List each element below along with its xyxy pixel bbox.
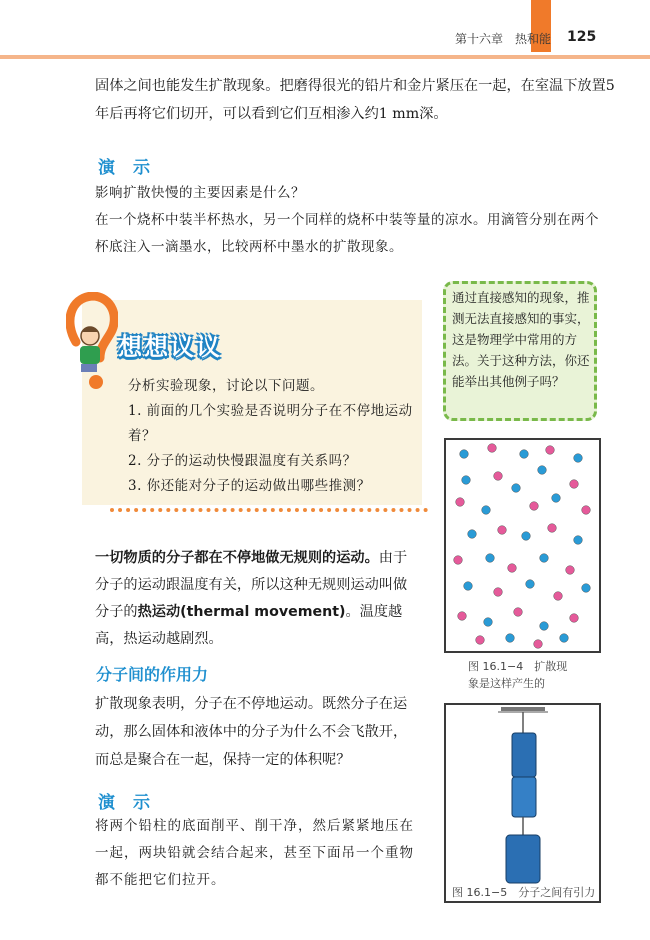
blue-molecule [484, 618, 493, 627]
discussion-item: 1. 前面的几个实验是否说明分子在不停地运动着？ [128, 403, 413, 444]
blue-molecule [552, 494, 561, 503]
pink-molecule [508, 564, 517, 573]
dotted-divider [110, 508, 428, 512]
lead-cylinder [512, 733, 536, 777]
key-statement: 一切物质的分子都在不停地做无规则的运动。 [95, 550, 379, 566]
blue-molecule [574, 454, 583, 463]
pink-molecule [534, 640, 543, 649]
blue-molecule [468, 530, 477, 539]
figure-4-caption-line: 图 16.1−4 扩散现 [468, 660, 568, 673]
pink-molecule [554, 592, 563, 601]
section-heading: 分子间的作用力 [96, 665, 209, 684]
blue-molecule [540, 554, 549, 563]
pink-molecule [488, 444, 497, 453]
page-number: 125 [567, 29, 597, 45]
body-text: 由于分子的运动跟温度有关，所以这种无规则运动叫做分子的 [95, 550, 408, 620]
sidebar-note-text: 通过直接感知的现象，推测无法直接感知的事实，这是物理学中常用的方法。关于这种方法，你还能举出其他例子吗？ [452, 290, 590, 389]
pink-molecule [494, 472, 503, 481]
discussion-item: 3. 你还能对分子的运动做出哪些推测？ [128, 478, 371, 494]
discussion-title: 想想议议 [118, 333, 222, 361]
particle-diagram [446, 440, 599, 651]
blue-molecule [486, 554, 495, 563]
demo-heading: 演示 [98, 793, 168, 813]
figure-4-caption-line: 象是这样产生的 [468, 677, 545, 690]
discussion-intro: 分析实验现象，讨论以下问题。 [128, 378, 324, 394]
weight [506, 835, 540, 883]
pink-molecule [494, 588, 503, 597]
pink-molecule [530, 502, 539, 511]
pink-molecule [458, 612, 467, 621]
pink-molecule [546, 446, 555, 455]
lead-cylinder-diagram [446, 705, 599, 901]
blue-molecule [574, 536, 583, 545]
blue-molecule [522, 532, 531, 541]
chapter-title: 第十六章 热和能 [455, 32, 552, 46]
pink-molecule [566, 566, 575, 575]
blue-molecule [540, 622, 549, 631]
blue-molecule [482, 506, 491, 515]
term-english: (thermal movement) [180, 604, 346, 620]
blue-molecule [526, 580, 535, 589]
demo-text [95, 180, 605, 261]
lead-cylinder-figure [444, 703, 601, 903]
diffusion-figure [444, 438, 601, 653]
blue-molecule [538, 466, 547, 475]
pink-molecule [456, 498, 465, 507]
blue-molecule [464, 582, 473, 591]
blue-molecule [506, 634, 515, 643]
blue-molecule [520, 450, 529, 459]
pink-molecule [570, 480, 579, 489]
discussion-item: 2. 分子的运动快慢跟温度有关系吗？ [128, 453, 357, 469]
lead-cylinder [512, 777, 536, 817]
demo-procedure: 在一个烧杯中装半杯热水，另一个同样的烧杯中装等量的凉水。用滴管分别在两个杯底注入一滴墨水，比较两杯中墨水的扩散现象。 [95, 212, 599, 255]
intro-paragraph: 固体之间也能发生扩散现象。把磨得很光的铅片和金片紧压在一起，在室温下放置5年后再将它们切开，可以看到它们互相渗入约1 mm深。 [95, 78, 615, 122]
pink-molecule [570, 614, 579, 623]
pink-molecule [454, 556, 463, 565]
figure-5-caption: 图 16.1−5 分子之间有引力 [452, 886, 596, 899]
thermal-motion-paragraph [95, 545, 420, 653]
body-text: 。温度越高，热运动越剧烈。 [95, 604, 403, 647]
blue-molecule [462, 476, 471, 485]
demo-heading: 演示 [98, 158, 168, 178]
blue-molecule [560, 634, 569, 643]
intermolecular-paragraph: 扩散现象表明，分子在不停地运动。既然分子在运动，那么固体和液体中的分子为什么不会飞散开，而总是聚合在一起，保持一定的体积呢？ [95, 696, 408, 768]
ceiling-support [501, 707, 545, 711]
pink-molecule [498, 526, 507, 535]
discussion-questions [110, 374, 420, 499]
pink-molecule [514, 608, 523, 617]
demo-question: 影响扩散快慢的主要因素是什么？ [95, 185, 305, 201]
term-thermal-motion: 热运动 [137, 604, 181, 620]
figure-4-caption [468, 658, 608, 692]
blue-molecule [512, 484, 521, 493]
pink-molecule [582, 506, 591, 515]
pink-molecule [476, 636, 485, 645]
blue-molecule [582, 584, 591, 593]
header-rule [0, 55, 650, 59]
blue-molecule [460, 450, 469, 459]
demo-2-text: 将两个铅柱的底面削平、削干净，然后紧紧地压在一起，两块铅就会结合起来，甚至下面吊一个重物都不能把它们拉开。 [95, 818, 414, 888]
pink-molecule [548, 524, 557, 533]
